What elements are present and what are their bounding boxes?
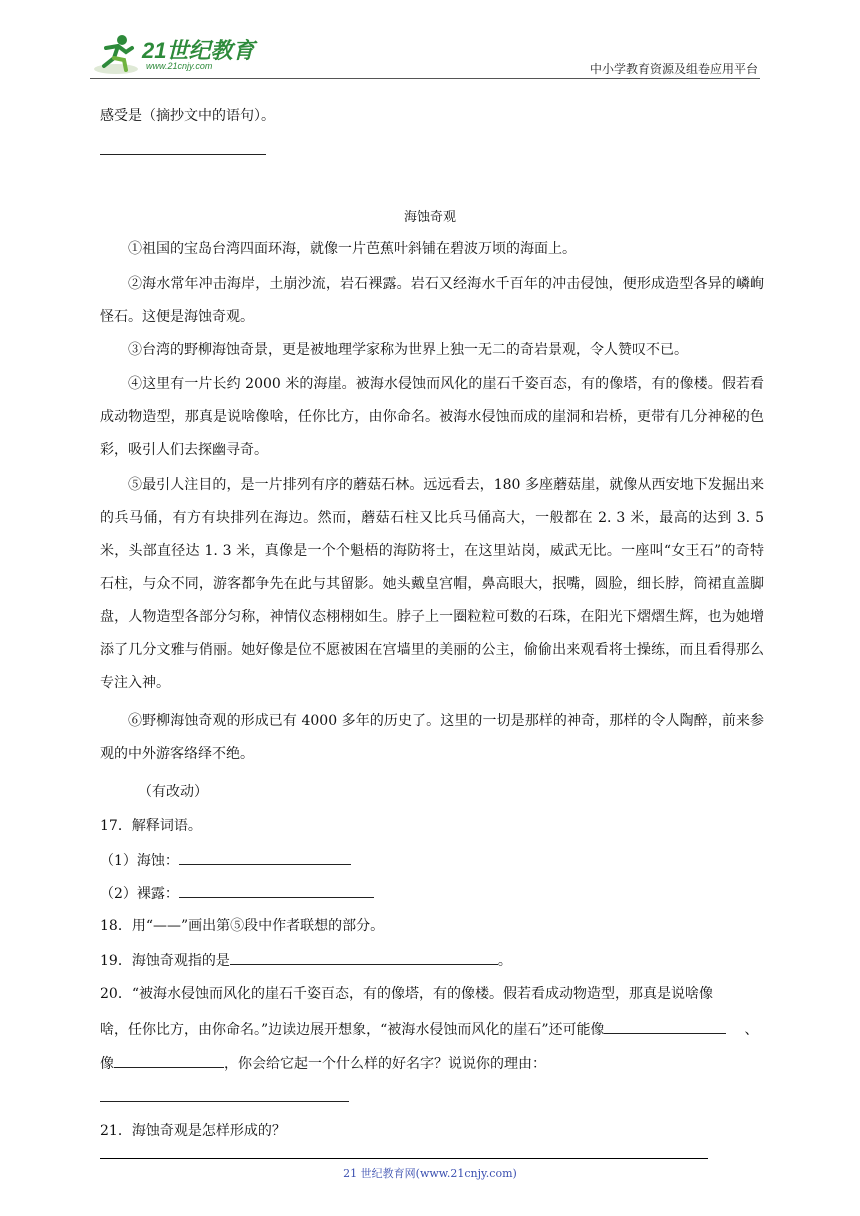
header-divider (90, 78, 760, 79)
logo-wordmark: 21世纪教育 (142, 38, 255, 63)
question-19 (100, 949, 512, 971)
question-20-like: 像 (100, 1056, 114, 1072)
question-20-prompt: ，你会给它起一个什么样的好名字？说说你的理由： (224, 1056, 546, 1072)
answer-blank-19[interactable] (230, 949, 498, 965)
site-logo (92, 32, 262, 76)
footer-text: 21 世纪教育网(www.21cnjy.com) (343, 1167, 517, 1180)
runner-icon (92, 32, 140, 76)
question-17-1 (100, 849, 351, 871)
article-title: 海蚀奇观 (403, 210, 456, 225)
answer-line (100, 154, 266, 155)
paragraph-5: ⑤最引人注目的，是一片排列有序的蘑菇石林。远远看去，180 多座蘑菇崖，就像从西安地下发掘出来的兵马俑，有方有块排列在海边。然而，蘑菇石柱又比兵马俑高大，一般都在 2. 3 米，最高的达到 3. 5 米，头部直径达 1. 3 米，真像是一个个魁梧的海防将士，在这里站岗，威武无比。一座叫“女王石”的奇特石柱，与众不同，游客都争先在此与其留影。她头戴皇宫帽，鼻高眼大，抿嘴，圆脸，细长脖，筒裙直盖脚盘，人物造型各部分匀称，神情仪态栩栩如生。脖子上一圈粒粒可数的石珠，在阳光下熠熠生辉，也为她增添了几分文雅与俏丽。她好像是位不愿被困在宫墙里的美丽的公主，偷偷出来观看将士操练，而且看得那么专注入神。 (100, 477, 764, 691)
answer-blank-17-1[interactable] (179, 849, 351, 865)
question-19-label: 19．海蚀奇观指的是 (100, 953, 230, 969)
question-17-2-label: （2）裸露： (100, 886, 179, 902)
question-20-comma: 、 (744, 1022, 759, 1038)
paragraph-2: ②海水常年冲击海岸，土崩沙流，岩石裸露。岩石又经海水千百年的冲击侵蚀，便形成造型各异的嶙峋怪石。这便是海蚀奇观。 (100, 276, 764, 325)
question-20-text: 啥，任你比方，由你命名。”边读边展开想象，“被海水侵蚀而风化的崖石”还可能像 (100, 1022, 605, 1038)
platform-name: 中小学教育资源及组卷应用平台 (589, 62, 758, 76)
question-19-end: 。 (497, 953, 512, 969)
paragraph-3: ③台湾的野柳海蚀奇景，更是被地理学家称为世界上独一无二的奇岩景观，令人赞叹不已。 (128, 342, 688, 358)
revision-note: （有改动） (138, 784, 208, 800)
answer-blank-20-2[interactable] (114, 1052, 224, 1068)
question-20-line-3 (100, 1052, 546, 1074)
question-17-2 (100, 882, 374, 904)
answer-line-20[interactable] (100, 1101, 349, 1102)
question-17: 17．解释词语。 (100, 818, 202, 834)
question-17-1-label: （1）海蚀： (100, 853, 179, 869)
question-20-line-1: 20．“被海水侵蚀而风化的崖石千姿百态，有的像塔，有的像楼。假若看成动物造型，那真是说啥像 (100, 986, 713, 1002)
question-21: 21．海蚀奇观是怎样形成的？ (100, 1123, 286, 1139)
answer-blank-17-2[interactable] (179, 882, 374, 898)
footer-divider (100, 1158, 708, 1159)
page-header (90, 28, 760, 80)
answer-blank-20-1[interactable] (604, 1018, 726, 1034)
answer-prompt: 感受是（摘抄文中的语句）。 (100, 108, 275, 124)
question-20-line-2 (100, 1018, 758, 1040)
paragraph-1: ①祖国的宝岛台湾四面环海，就像一片芭蕉叶斜铺在碧波万顷的海面上。 (128, 241, 576, 257)
question-18: 18．用“——”画出第⑤段中作者联想的部分。 (100, 918, 385, 934)
paragraph-4: ④这里有一片长约 2000 米的海崖。被海水侵蚀而风化的崖石千姿百态，有的像塔，有的像楼。假若看成动物造型，那真是说啥像啥，任你比方，由你命名。被海水侵蚀而成的崖洞和岩桥，更带有几分神秘的色彩，吸引人们去探幽寻奇。 (100, 376, 764, 458)
paragraph-6: ⑥野柳海蚀奇观的形成已有 4000 多年的历史了。这里的一切是那样的神奇，那样的令人陶醉，前来参观的中外游客络绎不绝。 (100, 713, 764, 762)
logo-url: www.21cnjy.com (146, 61, 213, 71)
